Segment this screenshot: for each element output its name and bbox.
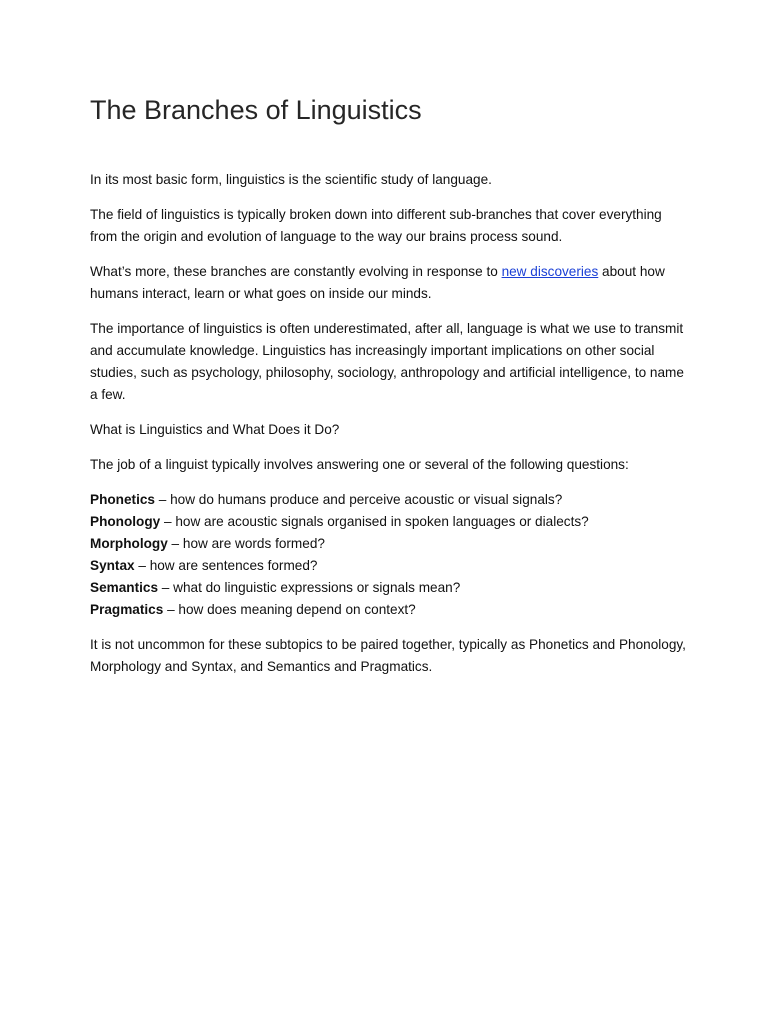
branch-desc: – what do linguistic expressions or signals mean?	[158, 580, 461, 595]
paragraph-importance: The importance of linguistics is often underestimated, after all, language is what we use to transmit and accumulate knowledge. Linguistics has increasingly important implications on other social studies, such as psychology, philosophy, sociology, anthropology and artificial intelligence, to name a few.	[90, 321, 684, 402]
paragraph-list-intro: The job of a linguist typically involves answering one or several of the following questions:	[90, 457, 629, 472]
branch-term: Phonetics	[90, 492, 155, 507]
branch-desc: – how are acoustic signals organised in spoken languages or dialects?	[160, 514, 589, 529]
document-body	[90, 169, 690, 691]
subheading: What is Linguistics and What Does it Do?	[90, 422, 340, 437]
branch-desc: – how do humans produce and perceive acoustic or visual signals?	[154, 492, 563, 507]
paragraph-field: The field of linguistics is typically broken down into different sub-branches that cover everything from the origin and evolution of language to the way our brains process sound.	[90, 207, 662, 244]
list-item	[90, 555, 690, 577]
list-item	[90, 533, 690, 555]
paragraph-evolving-after: about how humans interact, learn or what goes on inside our minds.	[90, 264, 665, 301]
branch-desc: – how are sentences formed?	[134, 558, 318, 573]
branch-desc: – how does meaning depend on context?	[163, 602, 416, 617]
branches-list	[90, 489, 690, 621]
branch-term: Phonology	[90, 514, 161, 529]
list-item	[90, 599, 690, 621]
branch-term: Morphology	[90, 536, 168, 551]
branch-term: Pragmatics	[90, 602, 164, 617]
paragraph-evolving-before: What’s more, these branches are constantly evolving in response to	[90, 264, 502, 279]
paragraph-intro: In its most basic form, linguistics is the scientific study of language.	[90, 172, 492, 187]
list-item	[90, 511, 690, 533]
new-discoveries-link[interactable]: new discoveries	[501, 264, 599, 279]
document-title: The Branches of Linguistics	[90, 95, 422, 125]
list-item	[90, 489, 690, 511]
branch-term: Syntax	[90, 558, 135, 573]
paragraph-closing: It is not uncommon for these subtopics to be paired together, typically as Phonetics and Phonology, Morphology and Syntax, and Semantics and Pragmatics.	[90, 637, 686, 674]
list-item	[90, 577, 690, 599]
branch-desc: – how are words formed?	[167, 536, 325, 551]
branch-term: Semantics	[90, 580, 159, 595]
paragraph-evolving	[90, 261, 690, 305]
